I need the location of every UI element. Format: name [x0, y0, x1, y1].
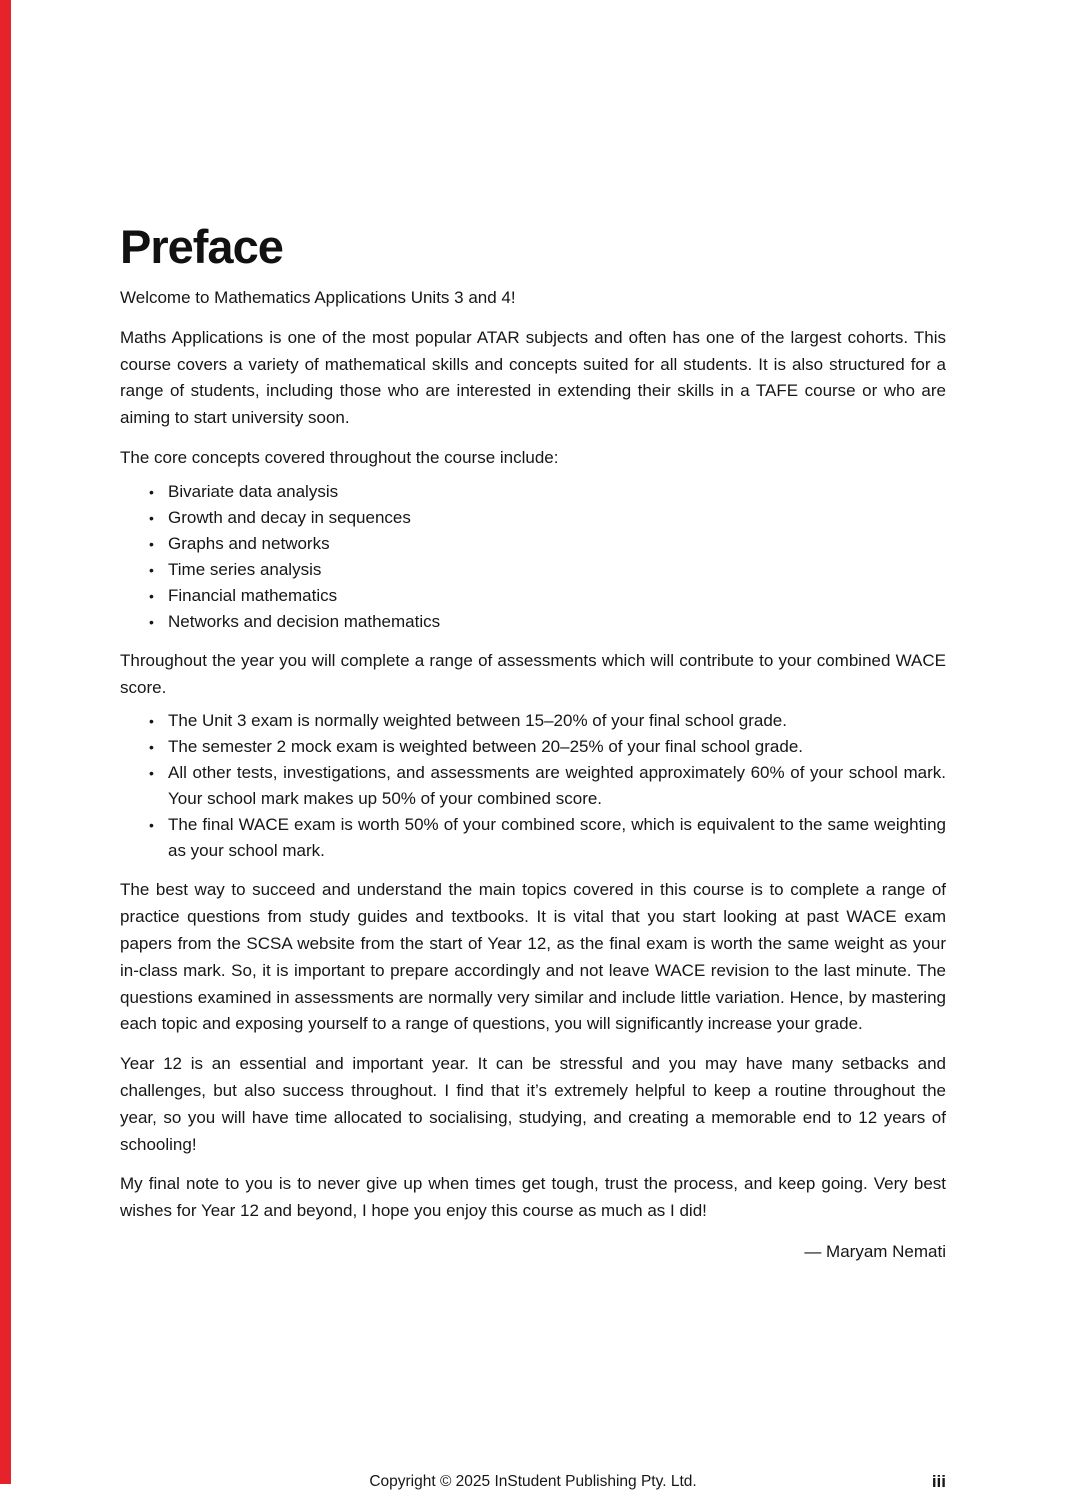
page-edge-tab	[0, 0, 11, 1484]
list-item: • Networks and decision mathematics	[168, 609, 946, 635]
footer-copyright: Copyright © 2025 InStudent Publishing Pty. Ltd.	[369, 1473, 697, 1490]
final-note-paragraph: My final note to you is to never give up when times get tough, trust the process, and keep going. Very best wishes for Year 12 and beyond, I hope you enjoy this course as much as I did!	[120, 1174, 946, 1221]
succeed-paragraph: The best way to succeed and understand the main topics covered in this course is to complete a range of practice questions from study guides and textbooks. It is vital that you start looking at past WACE exam papers from the SCSA website from the start of Year 12, as the final exam is worth the same weight as your in-class mark. So, it is important to prepare accordingly and not leave WACE revision to the last minute. The questions examined in assessments are normally very similar and include little variation. Hence, by mastering each topic and exposing yourself to a range of questions, you will significantly increase your grade.	[120, 880, 946, 1034]
assessments-list	[120, 708, 946, 864]
intro-paragraph: Maths Applications is one of the most popular ATAR subjects and often has one of the largest cohorts. This course covers a variety of mathematical skills and concepts suited for all students. It is also structured for a range of students, including those who are interested in extending their skills in a TAFE course or who are aiming to start university soon.	[120, 327, 946, 428]
page-number: iii	[931, 1472, 946, 1491]
list-item: • Bivariate data analysis	[168, 479, 946, 505]
page-title: Preface	[120, 220, 283, 273]
preface-content	[120, 222, 946, 1265]
list-item: • Financial mathematics	[168, 583, 946, 609]
author-signature: — Maryam Nemati	[804, 1241, 946, 1261]
list-item: • Graphs and networks	[168, 531, 946, 557]
list-item: • The Unit 3 exam is normally weighted between 15–20% of your final school grade.	[168, 708, 946, 734]
list-item: • Time series analysis	[168, 557, 946, 583]
list-item: • Growth and decay in sequences	[168, 505, 946, 531]
core-concepts-lead: The core concepts covered throughout the course include:	[120, 447, 559, 467]
assessments-lead: Throughout the year you will complete a range of assessments which will contribute to your combined WACE score.	[120, 650, 946, 697]
core-concepts-list	[120, 479, 946, 635]
list-item: • The semester 2 mock exam is weighted between 20–25% of your final school grade.	[168, 734, 946, 760]
welcome-line: Welcome to Mathematics Applications Units 3 and 4!	[120, 288, 516, 307]
list-item: • The final WACE exam is worth 50% of your combined score, which is equivalent to the same weighting as your school mark.	[168, 812, 946, 864]
list-item: • All other tests, investigations, and assessments are weighted approximately 60% of your school mark. Your school mark makes up 50% of your combined score.	[168, 760, 946, 812]
year12-paragraph: Year 12 is an essential and important year. It can be stressful and you may have many setbacks and challenges, but also success throughout. I find that it’s extremely helpful to keep a routine throughout the year, so you will have time allocated to socialising, studying, and creating a memorable end to 12 years of schooling!	[120, 1054, 946, 1154]
